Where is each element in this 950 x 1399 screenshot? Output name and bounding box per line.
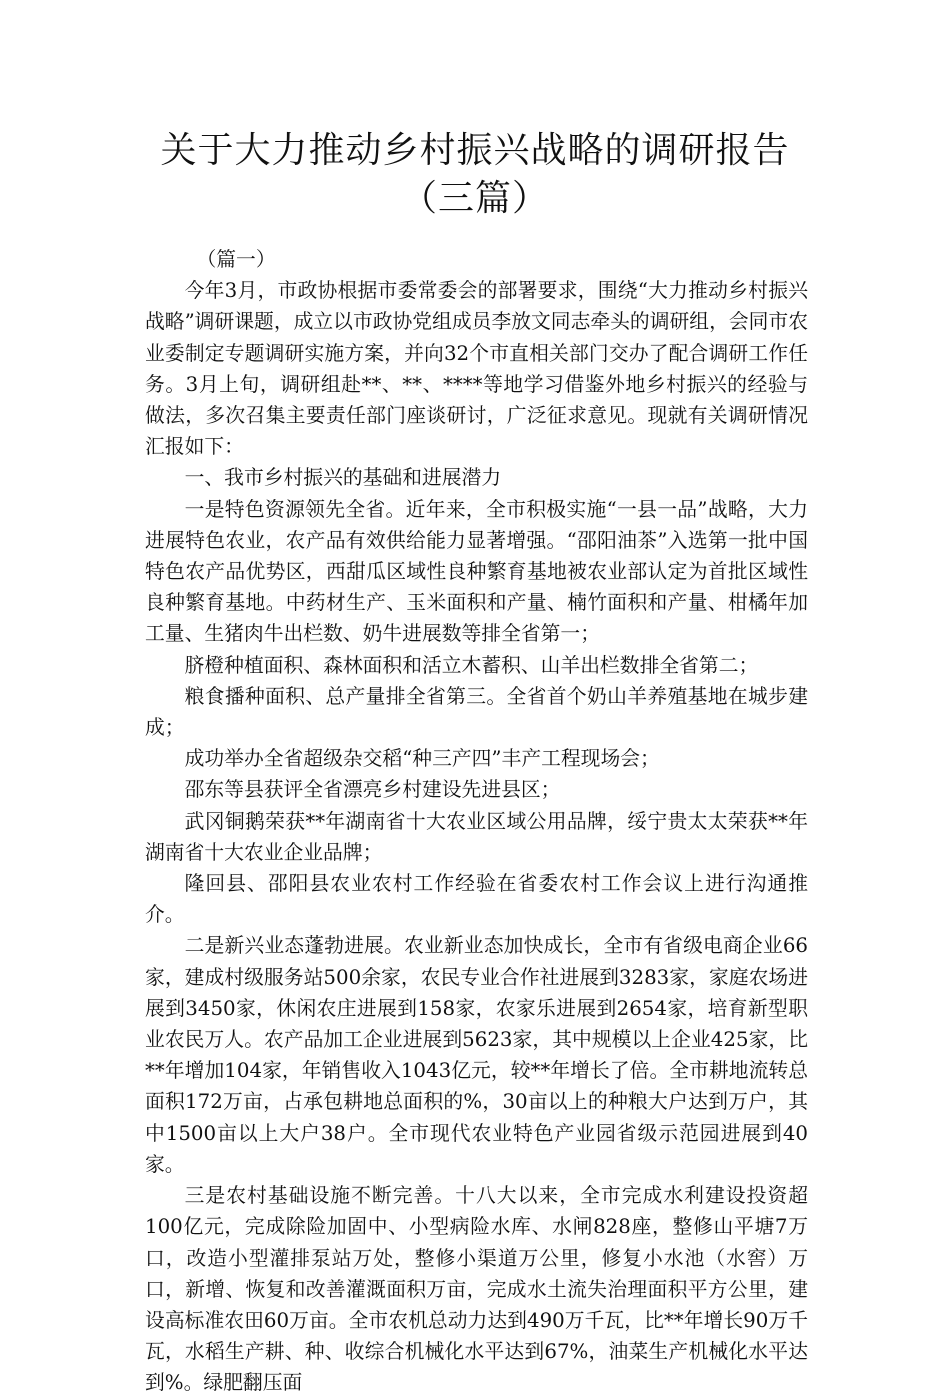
paragraph: 武冈铜鹅荣获**年湖南省十大农业区域公用品牌，绥宁贵太太荣获**年湖南省十大农业企业品牌； xyxy=(145,809,808,864)
section-heading: 一、我市乡村振兴的基础和进展潜力 xyxy=(184,466,502,490)
paragraph: 三是农村基础设施不断完善。十八大以来，全市完成水利建设投资超100亿元，完成除险加固中、小型病险水库、水闸828座，整修山平塘7万口，改造小型灌排泵站万处，整修小渠道万公里，修复小水池（水窖）万口，新增、恢复和改善灌溉面积万亩，完成水土流失治理面积平方公里，建设高标准农田60万亩。全市农机总动力达到490万千瓦，比**年增长90万千瓦，水稻生产耕、种、收综合机械化水平达到67%，油菜生产机械化水平达到%。绿肥翻压面 xyxy=(145,1184,808,1395)
paragraph: 一是特色资源领先全省。近年来，全市积极实施“一县一品”战略，大力进展特色农业，农产品有效供给能力显著增强。“邵阳油茶”入选第一批中国特色农产品优势区，西甜瓜区域性良种繁育基地被农业部认定为首批区域性良种繁育基地。中药材生产、玉米面积和产量、楠竹面积和产量、柑橘年加工量、生猪肉牛出栏数、奶牛进展数等排全省第一； xyxy=(145,497,808,646)
paragraph: 二是新兴业态蓬勃进展。农业新业态加快成长，全市有省级电商企业66家，建成村级服务站500余家，农民专业合作社进展到3283家，家庭农场进展到3450家，休闲农庄进展到158家，农家乐进展到2654家，培育新型职业农民万人。农产品加工企业进展到5623家，其中规模以上企业425家，比**年增加104家，年销售收入1043亿元，较**年增长了倍。全市耕地流转总面积172万亩，占承包耕地总面积的%，30亩以上的种粮大户达到万户，其中1500亩以上大户38户。全市现代农业特色产业园省级示范园进展到40家。 xyxy=(145,934,808,1176)
document-title: 关于大力推动乡村振兴战略的调研报告 xyxy=(160,130,790,171)
paragraph: 隆回县、邵阳县农业农村工作经验在省委农村工作会议上进行沟通推介。 xyxy=(145,872,808,927)
paragraph: 邵东等县获评全省漂亮乡村建设先进县区； xyxy=(184,778,561,802)
paragraph: 脐橙种植面积、森林面积和活立木蓄积、山羊出栏数排全省第二； xyxy=(184,653,759,677)
paragraph: 粮食播种面积、总产量排全省第三。全省首个奶山羊养殖基地在城步建成； xyxy=(145,684,808,740)
paragraph: 成功举办全省超级杂交稻“种三产四”丰产工程现场会； xyxy=(184,747,660,771)
section-label: （篇一） xyxy=(196,248,276,271)
document-subtitle: （三篇） xyxy=(400,178,549,219)
document-body xyxy=(145,244,808,1399)
paragraph-intro: 今年3月，市政协根据市委常委会的部署要求，围绕“大力推动乡村振兴战略”调研课题，成立以市政协党组成员李放文同志牵头的调研组，会同市农业委制定专题调研实施方案，并向32个市直相关部门交办了配合调研工作任务。3月上旬，调研组赴**、**、****等地学习借鉴外地乡村振兴的经验与做法，多次召集主要责任部门座谈研讨，广泛征求意见。现就有关调研情况汇报如下： xyxy=(145,279,808,459)
